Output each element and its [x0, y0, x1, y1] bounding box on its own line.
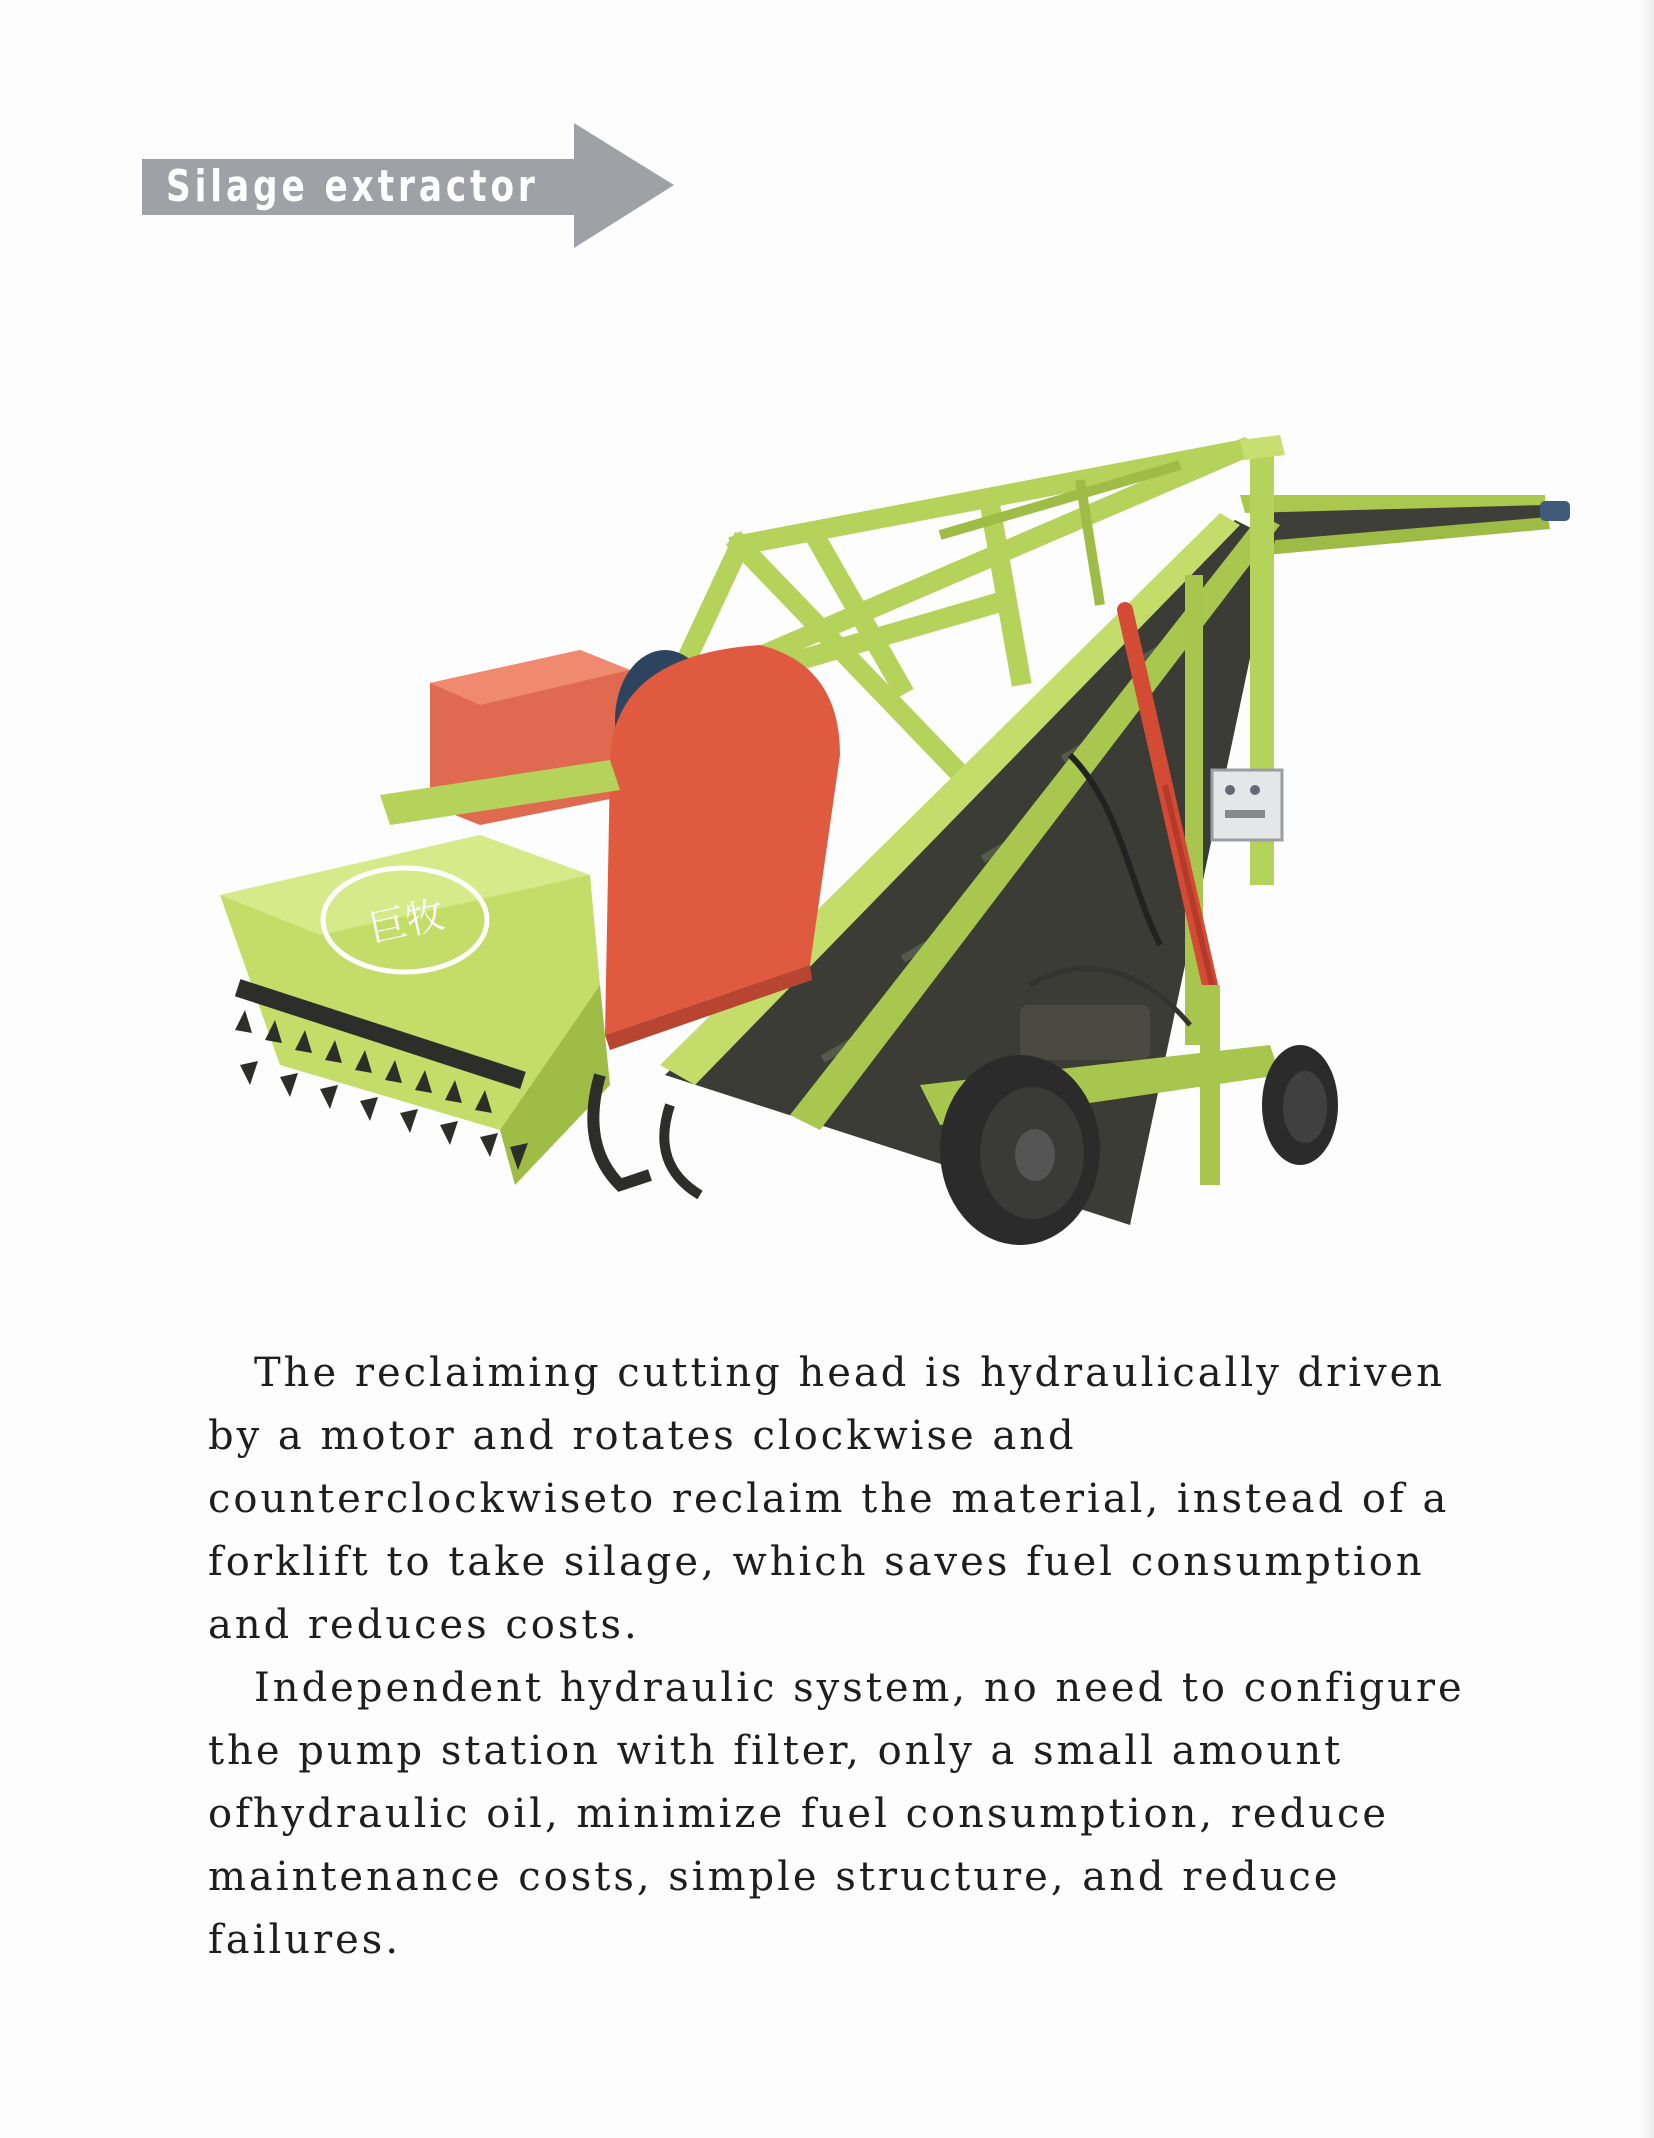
machine-svg	[200, 425, 1580, 1255]
page-title: Silage extractor	[166, 161, 539, 212]
page-edge-shadow	[1640, 0, 1654, 2138]
description-paragraph-1: The reclaiming cutting head is hydraulically driven by a motor and rotates clockwise and counterclockwiseto reclaim the material, instead of a forklift to take silage, which saves fuel consumption and reduces costs.	[208, 1350, 1450, 1648]
title-arrow-banner	[142, 123, 674, 248]
control-box-icon	[1212, 770, 1282, 840]
description-paragraph-2: Independent hydraulic system, no need to configure the pump station with filter, only a small amount ofhydraulic oil, minimize fuel consumption, reduce maintenance costs, simple structure, and reduce failures.	[208, 1665, 1465, 1963]
brand-logo-text: 巨牧	[364, 892, 449, 952]
silage-extractor-illustration	[200, 425, 1580, 1255]
discharge-motor-icon	[1540, 501, 1570, 521]
description	[208, 1342, 1508, 1972]
